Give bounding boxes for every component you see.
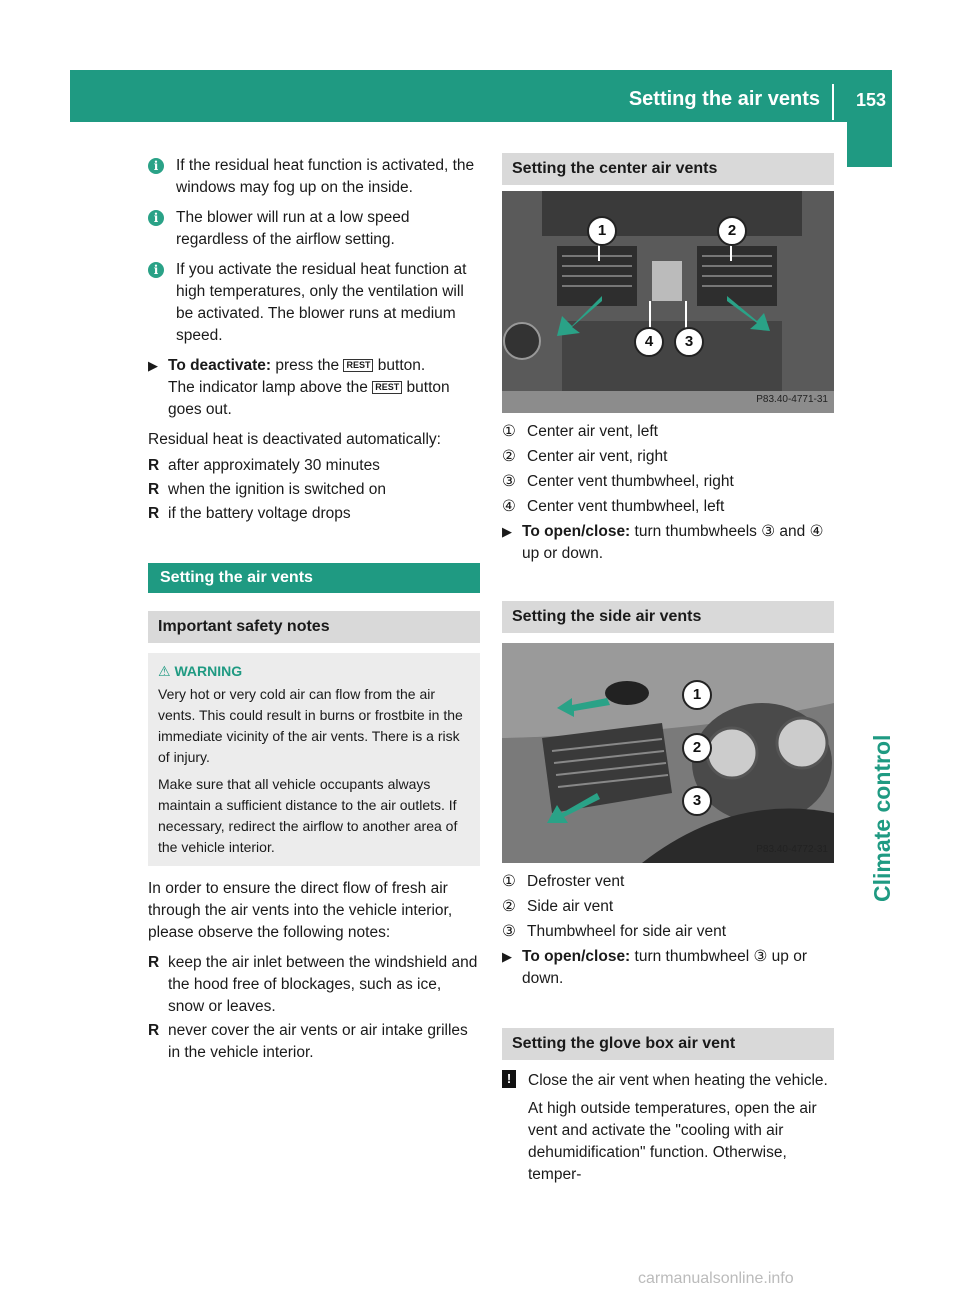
step-text: up or down. (522, 545, 603, 562)
step-arrow-icon: ▶ (148, 358, 158, 373)
auto-intro: Residual heat is deactivated automatically: (148, 431, 441, 448)
page-header (70, 70, 892, 122)
side-vents-photo (502, 643, 834, 863)
center-open-close-step (502, 521, 834, 565)
step-text: and (779, 523, 806, 540)
callout-3: 3 (674, 327, 704, 357)
center-vents-illustration (502, 191, 834, 413)
legend-num: ② (502, 448, 516, 465)
section-heading: Setting the air vents (148, 563, 480, 593)
legend-text: Center air vent, left (527, 423, 658, 440)
info-icon: i (148, 210, 164, 226)
bullet-icon: R (148, 457, 160, 474)
side-tab-label: Climate control (869, 734, 895, 902)
bullet-icon: R (148, 954, 160, 971)
header-separator (832, 84, 834, 120)
warning-text: Very hot or very cold air can flow from the air vents. This could result in burns or frostbite in the immediate vicinity of the air vents. There is a risk of injury. (158, 686, 463, 765)
list-item (148, 479, 480, 501)
side-legend (502, 871, 834, 943)
warning-box (148, 653, 480, 866)
bullet-icon: R (148, 481, 160, 498)
photo-code: P83.40-4771-31 (756, 394, 828, 405)
info-note (148, 155, 480, 199)
legend-text: Center vent thumbwheel, right (527, 473, 734, 490)
warning-triangle-icon: ⚠ (158, 663, 171, 679)
glovebox-vent-heading: Setting the glove box air vent (502, 1028, 834, 1060)
glovebox-text: Close the air vent when heating the vehicle. (528, 1072, 828, 1089)
legend-num: ① (502, 873, 516, 890)
bullet-icon: R (148, 505, 160, 522)
list-item (148, 503, 480, 525)
legend-num: ④ (502, 498, 516, 515)
warning-title-row (158, 661, 470, 682)
step-text: up or down. (522, 948, 808, 987)
page-number: 153 (855, 90, 886, 110)
list-item-text: if the battery voltage drops (168, 505, 351, 522)
side-vents-heading: Setting the side air vents (502, 601, 834, 633)
list-item (148, 952, 480, 1018)
legend-item (502, 921, 834, 943)
header-title: Setting the air vents (628, 88, 820, 110)
side-tab-marker (847, 122, 892, 167)
info-icon: i (148, 158, 164, 174)
deactivate-text-b: button. (377, 357, 426, 374)
legend-num: ① (502, 423, 516, 440)
side-tab-label-wrap (847, 602, 895, 902)
step-label: To open/close: (522, 948, 631, 965)
center-legend (502, 421, 834, 518)
deactivate-text-c: The indicator lamp above the (168, 379, 368, 396)
step-text: turn thumbwheels (634, 523, 757, 540)
list-item (148, 1020, 480, 1064)
legend-text: Center vent thumbwheel, left (527, 498, 725, 515)
legend-item (502, 421, 834, 443)
center-vents-photo (502, 191, 834, 413)
side-open-close-step (502, 946, 834, 990)
bullet-icon: R (148, 1022, 160, 1039)
callout-2: 2 (682, 733, 712, 763)
legend-item (502, 446, 834, 468)
info-note-text: If the residual heat function is activated, the windows may fog up on the inside. (176, 157, 475, 196)
step-arrow-icon: ▶ (502, 524, 512, 539)
left-column (148, 155, 480, 1066)
fresh-air-intro: In order to ensure the direct flow of fresh air through the air vents into the vehicle interior, please observe the following notes: (148, 880, 453, 941)
step-num: ③ (753, 948, 768, 965)
legend-item (502, 471, 834, 493)
subsection-heading: Important safety notes (148, 611, 480, 643)
legend-item (502, 871, 834, 893)
right-column (502, 153, 834, 1186)
deactivate-text-a: press the (275, 357, 340, 374)
callout-1: 1 (587, 216, 617, 246)
info-note (148, 207, 480, 251)
list-item-text: never cover the air vents or air intake grilles in the vehicle interior. (168, 1022, 468, 1061)
info-note-text: The blower will run at a low speed regardless of the airflow setting. (176, 209, 410, 248)
warning-text: Make sure that all vehicle occupants always maintain a sufficient distance to the air outlets. If necessary, redirect the airflow to another area of the vehicle interior. (158, 776, 458, 855)
step-num: ③ (761, 523, 776, 540)
legend-num: ② (502, 898, 516, 915)
caution-icon: ! (502, 1070, 516, 1088)
list-item-text: after approximately 30 minutes (168, 457, 380, 474)
step-num: ④ (809, 523, 824, 540)
info-note-text: If you activate the residual heat function at high temperatures, only the ventilation will be activated. The blower runs at medium speed. (176, 261, 467, 344)
info-icon: i (148, 262, 164, 278)
warning-title: WARNING (174, 663, 243, 679)
legend-item (502, 496, 834, 518)
glovebox-note (502, 1070, 834, 1186)
step-label: To open/close: (522, 523, 631, 540)
rest-key-icon: REST (372, 381, 402, 394)
photo-code: P83.40-4772-31 (756, 844, 828, 855)
legend-text: Side air vent (527, 898, 614, 915)
callout-2: 2 (717, 216, 747, 246)
deactivate-text-d: button goes out. (168, 379, 450, 418)
callout-3: 3 (682, 786, 712, 816)
info-note (148, 259, 480, 347)
callout-4: 4 (634, 327, 664, 357)
legend-text: Defroster vent (527, 873, 625, 890)
glovebox-text: At high outside temperatures, open the air vent and activate the "cooling with air dehumidification" function. Otherwise, temper- (528, 1100, 817, 1183)
list-item-text: when the ignition is switched on (168, 481, 386, 498)
list-item (148, 455, 480, 477)
watermark: carmanualsonline.info (638, 1270, 794, 1287)
legend-num: ③ (502, 923, 516, 940)
legend-item (502, 896, 834, 918)
step-text: turn thumbwheel (634, 948, 750, 965)
legend-text: Center air vent, right (527, 448, 668, 465)
legend-num: ③ (502, 473, 516, 490)
step-arrow-icon: ▶ (502, 949, 512, 964)
side-tab (847, 122, 895, 1182)
deactivate-label: To deactivate: (168, 357, 272, 374)
deactivate-step (148, 355, 480, 421)
center-vents-heading: Setting the center air vents (502, 153, 834, 185)
rest-key-icon: REST (343, 359, 373, 372)
callout-1: 1 (682, 680, 712, 710)
list-item-text: keep the air inlet between the windshield and the hood free of blockages, such as ice, snow or leaves. (168, 954, 478, 1015)
side-vents-illustration (502, 643, 834, 863)
legend-text: Thumbwheel for side air vent (527, 923, 727, 940)
